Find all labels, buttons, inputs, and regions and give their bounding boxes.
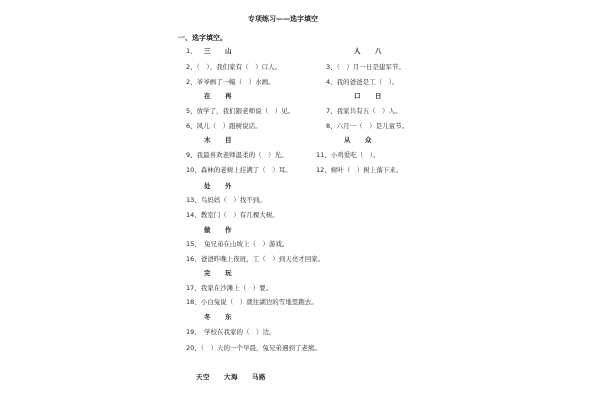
question-2: 2、（ ）、我们家有（ ）口人。 [186, 63, 282, 71]
char-pair-zuo-zuo: 做 作 [204, 226, 232, 234]
question-17: 16、爸爸昨晚上夜班，工（ ）到天亮才回家。 [186, 255, 325, 263]
char-pair-ren-ba: 人 八 [354, 47, 382, 55]
question-8: 6、风儿（ ）跟树说话。 [186, 122, 262, 130]
question-3: 3、（ ）月一日是建军节。 [326, 63, 405, 71]
question-7: 7、我家共有五（ ）人。 [326, 107, 402, 115]
question-6: 5、放学了，我们跟老师说（ ）见。 [186, 107, 295, 115]
char-pair-wan-wan: 完 玩 [204, 269, 232, 277]
question-13: 12、树叶（ ）树上落下来。 [316, 166, 403, 174]
question-14: 13、鸟妈妈（ ）找不到。 [186, 196, 266, 204]
char-pair-san-shan: 三 山 [204, 47, 232, 55]
question-12: 10、森林的老树上挂满了（ ）耳。 [186, 166, 292, 174]
question-10: 9、我最喜欢老师温柔的（ ）光。 [186, 151, 288, 159]
question-15: 14、教室门（ ）有几棵大树。 [186, 211, 279, 219]
question-20: 19、 学校在我家的（ ）边。 [186, 328, 276, 336]
question-18: 17、我家在沙滩上（ ）要。 [186, 284, 273, 292]
char-pair-chu-wai: 处 外 [204, 182, 232, 190]
char-pair-zai-zai: 在 再 [204, 92, 232, 100]
page-title: 专项练习——选字填空 [248, 15, 318, 23]
char-pair-cong-zhong: 从 众 [344, 136, 372, 144]
char-pair-kou-ri: 口 日 [354, 92, 382, 100]
section-heading: 一、选字填空。 [178, 34, 227, 42]
question-16: 15、 兔兄弟在山坡上（ ）游戏。 [186, 240, 289, 248]
question-19: 18、小白兔说（ ）就往湖边的雪地里跑去。 [186, 298, 318, 306]
char-pair-mu-mu: 木 目 [204, 136, 232, 144]
footer-word-list: 天空 大海 马路 [196, 373, 266, 381]
question-4: 2、爷爷画了一幅（ ）水画。 [186, 78, 275, 86]
char-pair-dong-dong: 冬 东 [204, 313, 232, 321]
question-5: 4、我的爸爸是工（ ）。 [326, 78, 399, 86]
question-11: 11、小鸡爱吃（ ）。 [316, 151, 380, 159]
question-21: 20、（ ）天的一个早晨，兔兄弟遇到了老熊。 [186, 344, 322, 352]
question-9: 8、六月一（ ）是儿童节。 [326, 122, 409, 130]
question-1: 1、 [186, 47, 197, 55]
